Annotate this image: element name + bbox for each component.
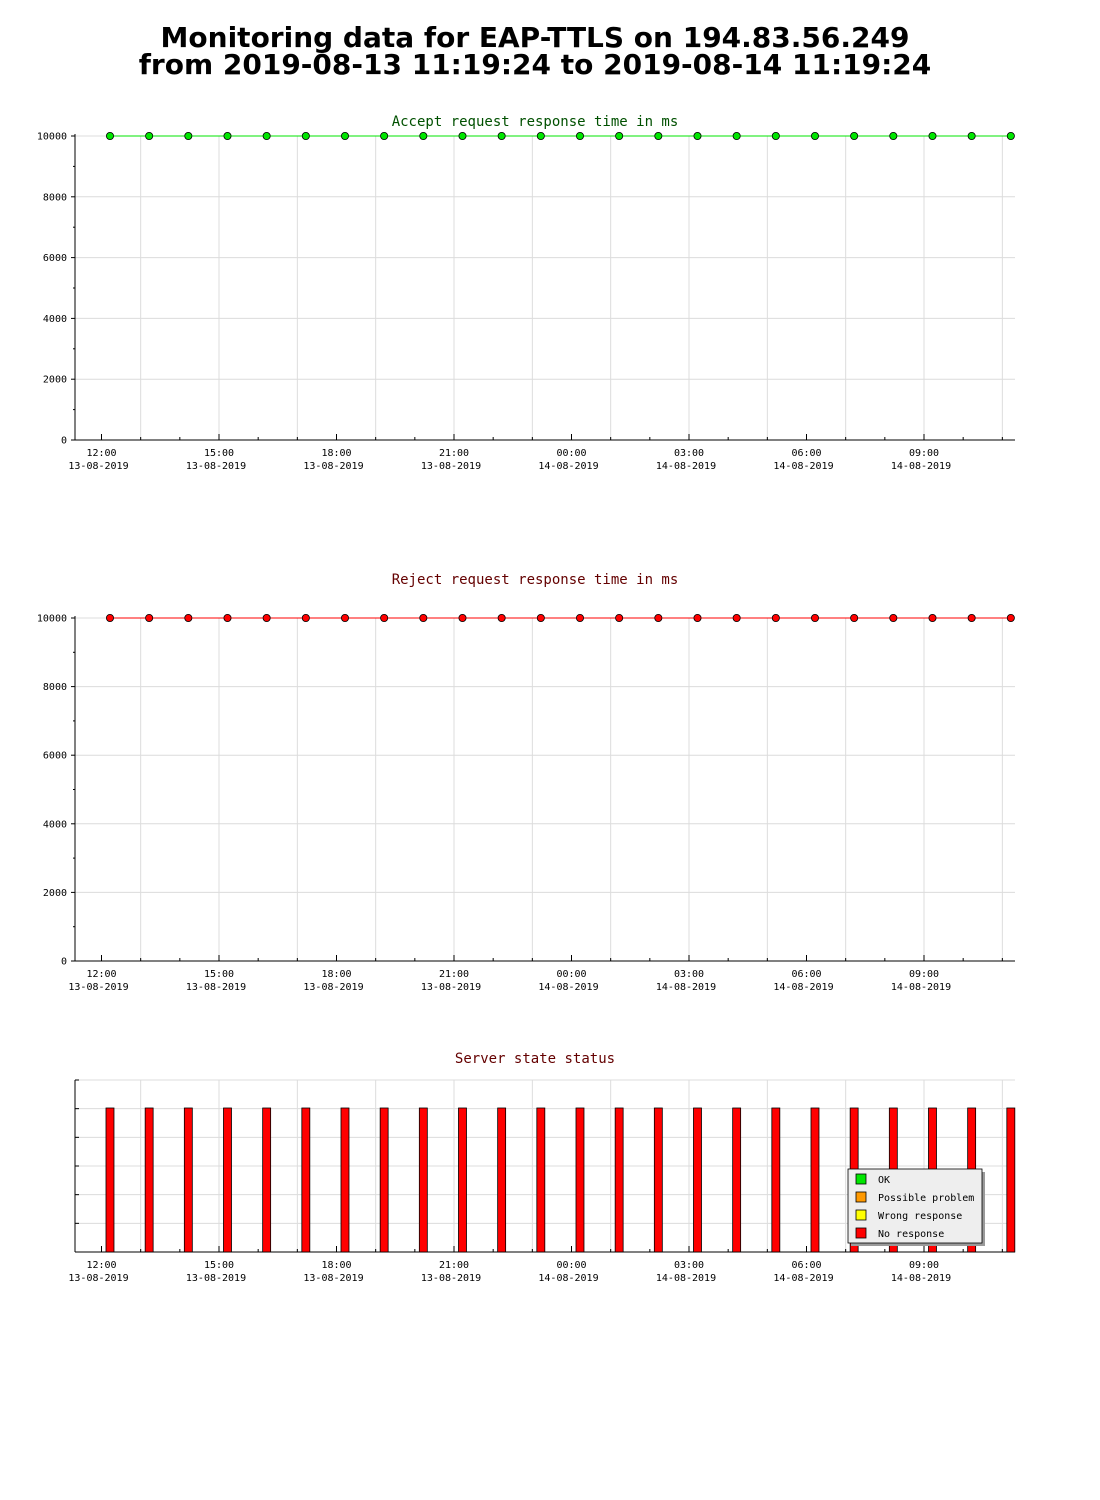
status-bar <box>811 1108 819 1252</box>
legend-label: Wrong response <box>878 1211 963 1222</box>
x-tick-label-time: 06:00 <box>791 969 822 980</box>
status-bar <box>537 1108 545 1252</box>
data-point <box>655 132 662 139</box>
y-tick-label: 8000 <box>42 682 67 694</box>
legend-swatch <box>856 1174 866 1184</box>
data-point <box>302 132 309 139</box>
y-tick-label: 2000 <box>42 887 67 899</box>
status-bar <box>576 1108 584 1252</box>
x-tick-label-time: 12:00 <box>86 1260 117 1271</box>
x-tick-label-date: 13-08-2019 <box>185 1273 247 1284</box>
legend-swatch <box>856 1192 866 1202</box>
x-tick-label-time: 00:00 <box>556 969 587 980</box>
x-tick-label-time: 00:00 <box>556 448 587 459</box>
data-point <box>851 132 858 139</box>
y-tick-label: 4000 <box>42 313 67 325</box>
x-tick-label-date: 14-08-2019 <box>773 1273 834 1284</box>
x-tick-label-time: 03:00 <box>673 969 705 980</box>
chart-title: Accept request response time in ms <box>391 114 679 130</box>
data-point <box>733 132 740 139</box>
data-point <box>968 614 975 621</box>
x-tick-label-date: 14-08-2019 <box>890 1273 952 1284</box>
data-point <box>185 614 192 621</box>
data-point <box>420 614 427 621</box>
server-status-chart <box>0 1040 1100 1300</box>
x-tick-label-time: 03:00 <box>673 448 705 459</box>
x-tick-label-date: 14-08-2019 <box>890 461 952 472</box>
y-tick-label: 2000 <box>42 374 67 386</box>
x-tick-label-date: 13-08-2019 <box>303 461 364 472</box>
x-tick-label-date: 14-08-2019 <box>655 461 717 472</box>
status-bar <box>772 1108 780 1252</box>
x-tick-label-date: 14-08-2019 <box>890 982 952 993</box>
legend-swatch <box>856 1210 866 1220</box>
status-bar <box>263 1108 271 1252</box>
x-tick-label-time: 21:00 <box>438 1260 470 1271</box>
data-point <box>459 614 466 621</box>
data-point <box>733 614 740 621</box>
data-point <box>655 614 662 621</box>
legend-label: OK <box>878 1175 891 1186</box>
data-point <box>890 132 897 139</box>
data-point <box>341 132 348 139</box>
y-tick-label: 10000 <box>36 613 67 625</box>
x-tick-label-date: 13-08-2019 <box>185 461 247 472</box>
status-bar <box>654 1108 662 1252</box>
data-point <box>968 132 975 139</box>
x-tick-label-date: 13-08-2019 <box>68 1273 129 1284</box>
y-tick-label: 4000 <box>42 819 67 831</box>
status-bar <box>733 1108 741 1252</box>
status-bar <box>1007 1108 1015 1252</box>
status-bar <box>458 1108 466 1252</box>
x-tick-label-date: 13-08-2019 <box>68 982 129 993</box>
data-point <box>576 614 583 621</box>
x-tick-label-time: 12:00 <box>86 969 117 980</box>
y-tick-label: 10000 <box>36 131 67 143</box>
accept-response-chart <box>0 100 1100 500</box>
status-bar <box>498 1108 506 1252</box>
y-tick-label: 0 <box>60 435 67 447</box>
y-tick-label: 6000 <box>42 253 67 265</box>
x-tick-label-time: 09:00 <box>908 1260 940 1271</box>
data-point <box>1007 132 1014 139</box>
x-tick-label-time: 18:00 <box>321 969 352 980</box>
data-point <box>929 614 936 621</box>
data-point <box>146 132 153 139</box>
data-point <box>1007 614 1014 621</box>
data-point <box>694 132 701 139</box>
data-point <box>772 132 779 139</box>
x-tick-label-time: 06:00 <box>791 448 822 459</box>
data-point <box>106 132 113 139</box>
data-point <box>811 132 818 139</box>
y-tick-label: 0 <box>60 956 67 968</box>
x-tick-label-date: 13-08-2019 <box>185 982 247 993</box>
x-tick-label-time: 15:00 <box>203 969 235 980</box>
data-point <box>498 132 505 139</box>
x-tick-label-time: 09:00 <box>908 969 940 980</box>
data-point <box>811 614 818 621</box>
data-point <box>263 614 270 621</box>
x-tick-label-time: 18:00 <box>321 448 352 459</box>
legend-label: Possible problem <box>878 1193 975 1204</box>
legend-label: No response <box>878 1229 945 1240</box>
data-point <box>302 614 309 621</box>
x-tick-label-date: 13-08-2019 <box>68 461 129 472</box>
x-tick-label-time: 15:00 <box>203 448 235 459</box>
data-point <box>381 614 388 621</box>
x-tick-label-date: 14-08-2019 <box>538 1273 599 1284</box>
data-point <box>616 132 623 139</box>
status-bar <box>145 1108 153 1252</box>
data-point <box>537 614 544 621</box>
data-point <box>929 132 936 139</box>
data-point <box>146 614 153 621</box>
page-title-line1: Monitoring data for EAP-TTLS on 194.83.56.249 <box>160 21 910 54</box>
data-point <box>851 614 858 621</box>
status-bar <box>184 1108 192 1252</box>
data-point <box>459 132 466 139</box>
x-tick-label-date: 14-08-2019 <box>538 461 599 472</box>
data-point <box>224 132 231 139</box>
data-point <box>576 132 583 139</box>
status-bar <box>341 1108 349 1252</box>
x-tick-label-time: 18:00 <box>321 1260 352 1271</box>
x-tick-label-date: 14-08-2019 <box>655 1273 717 1284</box>
reject-response-chart <box>0 560 1100 1000</box>
data-point <box>106 614 113 621</box>
x-tick-label-date: 14-08-2019 <box>538 982 599 993</box>
data-point <box>537 132 544 139</box>
x-tick-label-time: 00:00 <box>556 1260 587 1271</box>
data-point <box>694 614 701 621</box>
data-point <box>420 132 427 139</box>
x-tick-label-date: 13-08-2019 <box>303 982 364 993</box>
x-tick-label-date: 13-08-2019 <box>420 1273 482 1284</box>
data-point <box>224 614 231 621</box>
x-tick-label-time: 21:00 <box>438 448 470 459</box>
status-bar <box>693 1108 701 1252</box>
data-point <box>263 132 270 139</box>
data-point <box>616 614 623 621</box>
x-tick-label-time: 06:00 <box>791 1260 822 1271</box>
data-point <box>498 614 505 621</box>
status-bar <box>419 1108 427 1252</box>
data-point <box>772 614 779 621</box>
x-tick-label-time: 12:00 <box>86 448 117 459</box>
x-tick-label-date: 13-08-2019 <box>420 461 482 472</box>
x-tick-label-time: 15:00 <box>203 1260 235 1271</box>
legend-swatch <box>856 1228 866 1238</box>
y-tick-label: 8000 <box>42 192 67 204</box>
data-point <box>890 614 897 621</box>
data-point <box>341 614 348 621</box>
chart-title: Server state status <box>454 1051 616 1067</box>
data-point <box>185 132 192 139</box>
x-tick-label-date: 14-08-2019 <box>655 982 717 993</box>
y-tick-label: 6000 <box>42 750 67 762</box>
x-tick-label-date: 13-08-2019 <box>420 982 482 993</box>
status-bar <box>380 1108 388 1252</box>
status-bar <box>106 1108 114 1252</box>
x-tick-label-time: 03:00 <box>673 1260 705 1271</box>
x-tick-label-date: 14-08-2019 <box>773 461 834 472</box>
status-bar <box>302 1108 310 1252</box>
data-point <box>381 132 388 139</box>
chart-title: Reject request response time in ms <box>391 572 679 588</box>
page-title <box>0 21 1070 81</box>
x-tick-label-date: 14-08-2019 <box>773 982 834 993</box>
x-tick-label-date: 13-08-2019 <box>303 1273 364 1284</box>
page-title-line2: from 2019-08-13 11:19:24 to 2019-08-14 11:19:24 <box>138 48 932 81</box>
status-bar <box>223 1108 231 1252</box>
x-tick-label-time: 21:00 <box>438 969 470 980</box>
x-tick-label-time: 09:00 <box>908 448 940 459</box>
status-bar <box>615 1108 623 1252</box>
